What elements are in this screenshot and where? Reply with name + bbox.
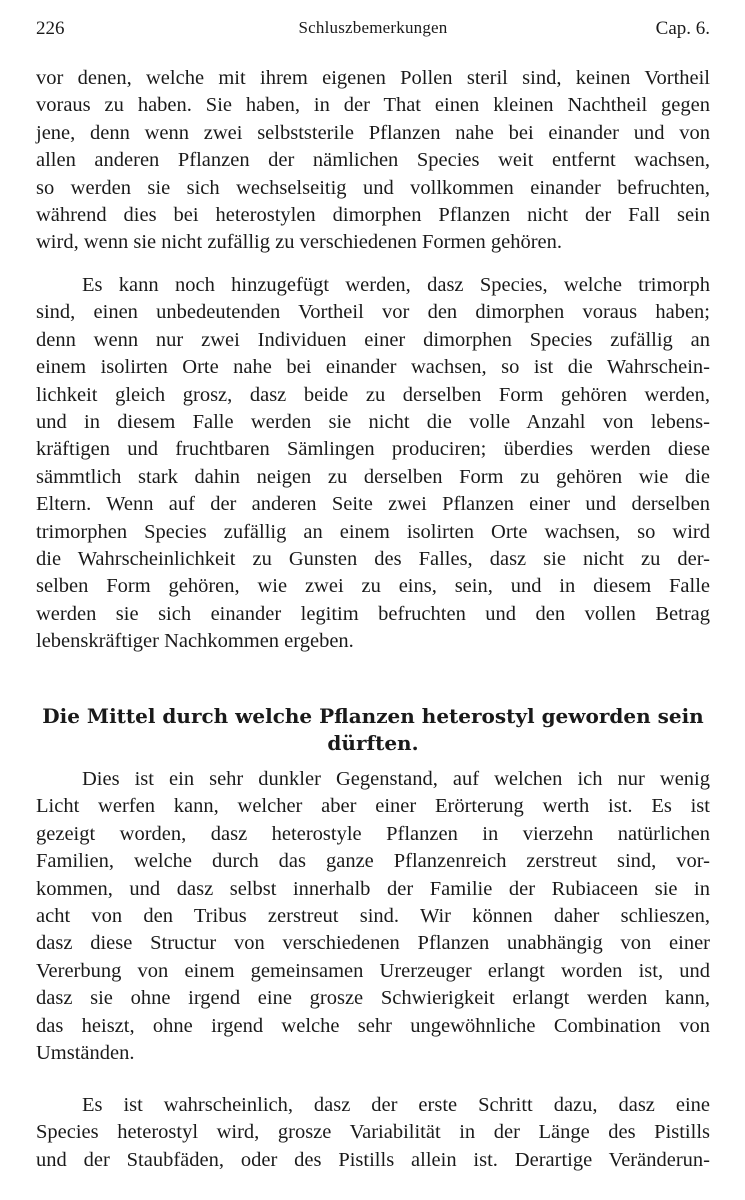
heading-line: Die Mittel durch welche Pflanzen heterostyl geworden sein xyxy=(42,704,704,728)
running-title: Schluszbemerkungen xyxy=(298,18,448,37)
paragraph-4 xyxy=(36,1092,710,1174)
text-line: Es kann noch hinzugefügt werden, dasz Species, welche trimorph xyxy=(82,274,710,296)
page-number: 226 xyxy=(36,18,65,39)
text-line: Es ist wahrscheinlich, dasz der erste Schritt dazu, dasz eine xyxy=(82,1094,710,1116)
text-line: vor denen, welche mit ihrem eigenen Pollen steril sind, keinen Vortheil xyxy=(36,67,710,89)
text-line: werden sie sich einander legitim befruchten und den vollen Betrag xyxy=(36,602,710,625)
text-line: kräftigen und fruchtbaren Sämlingen produciren; überdies werden diese xyxy=(36,438,710,461)
text-line: lebenskräftiger Nachkommen ergeben. xyxy=(36,630,354,653)
text-line: lichkeit gleich grosz, dasz beide zu derselben Form gehören werden, xyxy=(36,383,710,406)
text-line: Dies ist ein sehr dunkler Gegenstand, auf welchen ich nur wenig xyxy=(82,768,710,790)
section-heading xyxy=(36,703,710,757)
text-line: so werden sie sich wechselseitig und vollkommen einander befruchten, xyxy=(36,176,710,199)
chapter-label: Cap. 6. xyxy=(655,18,710,39)
text-line: und der Staubfäden, oder des Pistills allein ist. Derartige Veränderun- xyxy=(36,1148,710,1171)
text-line: voraus zu haben. Sie haben, in der That einen kleinen Nachtheil gegen xyxy=(36,94,710,117)
text-line: Eltern. Wenn auf der anderen Seite zwei Pflanzen einer und derselben xyxy=(36,493,710,516)
text-line: Species heterostyl wird, grosze Variabilität in der Länge des Pistills xyxy=(36,1121,710,1144)
text-line: Umständen. xyxy=(36,1042,135,1065)
text-line: wird, wenn sie nicht zufällig zu verschiedenen Formen gehören. xyxy=(36,231,562,254)
book-page xyxy=(36,0,710,1200)
text-line: einem isolirten Orte nahe bei einander wachsen, so ist die Wahrschein- xyxy=(36,356,710,379)
text-line: dasz diese Structur von verschiedenen Pflanzen unabhängig von einer xyxy=(36,932,710,955)
text-line: Licht werfen kann, welcher aber einer Erörterung werth ist. Es ist xyxy=(36,795,710,818)
text-line: die Wahrscheinlichkeit zu Gunsten des Falles, dasz sie nicht zu der- xyxy=(36,548,710,571)
running-head xyxy=(36,18,710,44)
text-line: denn wenn nur zwei Individuen einer dimorphen Species zufällig an xyxy=(36,328,710,351)
text-line: Familien, welche durch das ganze Pflanzenreich zerstreut sind, vor- xyxy=(36,850,710,873)
text-line: allen anderen Pflanzen der nämlichen Species weit entfernt wachsen, xyxy=(36,149,710,172)
text-line: dasz sie ohne irgend eine grosze Schwierigkeit erlangt werden kann, xyxy=(36,987,710,1010)
text-line: acht von den Tribus zerstreut sind. Wir können daher schlieszen, xyxy=(36,905,710,928)
text-line: selben Form gehören, wie zwei zu eins, sein, und in diesem Falle xyxy=(36,575,710,598)
paragraph-2 xyxy=(36,272,710,656)
text-line: während dies bei heterostylen dimorphen Pflanzen nicht der Fall sein xyxy=(36,204,710,227)
text-line: und in diesem Falle werden sie nicht die volle Anzahl von lebens- xyxy=(36,411,710,434)
text-line: Vererbung von einem gemeinsamen Urerzeuger erlangt worden ist, und xyxy=(36,959,710,982)
text-line: gezeigt worden, dasz heterostyle Pflanzen in vierzehn natürlichen xyxy=(36,822,710,845)
text-line: sämmtlich stark dahin neigen zu derselben Form zu gehören wie die xyxy=(36,465,710,488)
text-line: das heiszt, ohne irgend welche sehr ungewöhnliche Combination von xyxy=(36,1014,710,1037)
text-line: jene, denn wenn zwei selbststerile Pflanzen nahe bei einander und von xyxy=(36,121,710,144)
paragraph-1 xyxy=(36,65,710,257)
paragraph-3 xyxy=(36,766,710,1067)
text-line: kommen, und dasz selbst innerhalb der Familie der Rubiaceen sie in xyxy=(36,877,710,900)
heading-line: dürften. xyxy=(327,731,419,755)
text-line: trimorphen Species zufällig an einem isolirten Orte wachsen, so wird xyxy=(36,520,710,543)
text-line: sind, einen unbedeutenden Vortheil vor den dimorphen voraus haben; xyxy=(36,301,710,324)
